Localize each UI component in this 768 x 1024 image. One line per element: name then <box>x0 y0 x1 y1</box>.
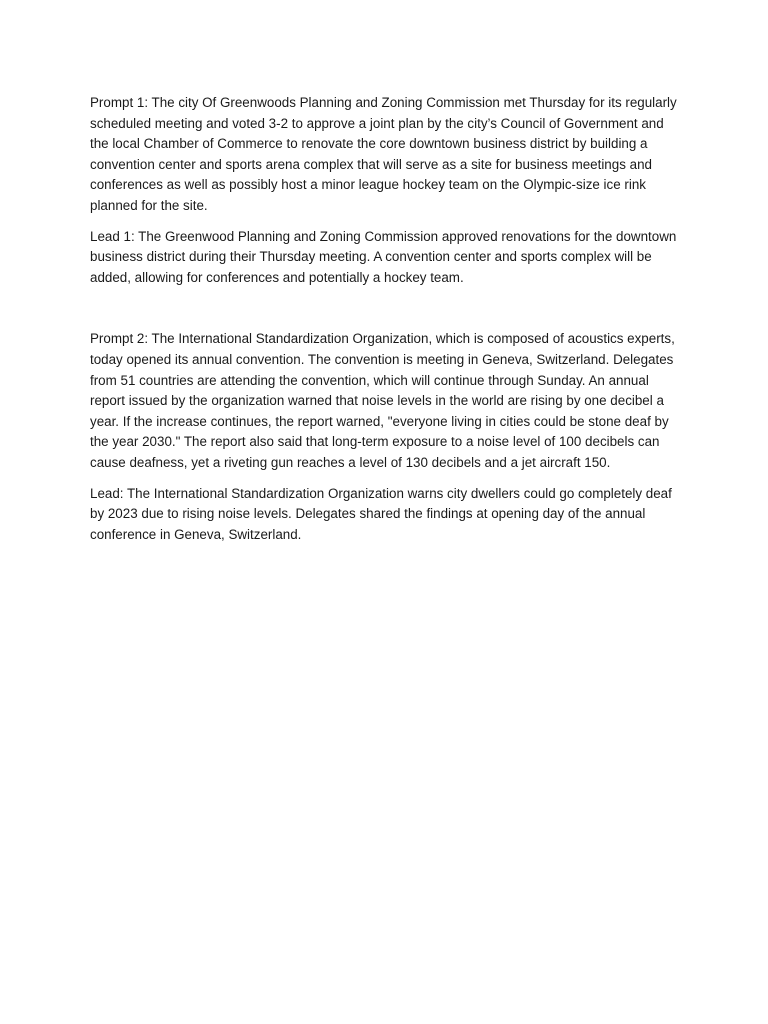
paragraph-spacer <box>90 298 680 329</box>
prompt-2-paragraph: Prompt 2: The International Standardization Organization, which is composed of acoustics experts, today opened its annual convention. The convention is meeting in Geneva, Switzerland. Delegates from 51 countries are attending the convention, which will continue through Sunday. An annual report issued by the organization warned that noise levels in the world are rising by one decibel a year. If the increase continues, the report warned, "everyone living in cities could be stone deaf by the year 2030." The report also said that long-term exposure to a noise level of 100 decibels can cause deafness, yet a riveting gun reaches a level of 130 decibels and a jet aircraft 150. <box>90 331 675 470</box>
lead-2-paragraph: Lead: The International Standardization Organization warns city dwellers could go completely deaf by 2023 due to rising noise levels. Delegates shared the findings at opening day of the annual conference in Geneva, Switzerland. <box>90 485 672 542</box>
lead-1-paragraph: Lead 1: The Greenwood Planning and Zoning Commission approved renovations for the downtown business district during their Thursday meeting. A convention center and sports complex will be added, allowing for conferences and potentially a hockey team. <box>90 228 677 285</box>
prompt-1-paragraph: Prompt 1: The city Of Greenwoods Planning and Zoning Commission met Thursday for its regularly scheduled meeting and voted 3-2 to approve a joint plan by the city’s Council of Government and the local Chamber of Commerce to renovate the core downtown business district by building a convention center and sports arena complex that will serve as a site for business meetings and conferences as well as possibly host a minor league hockey team on the Olympic-size ice rink planned for the site. <box>90 95 677 213</box>
document-body <box>90 93 680 555</box>
